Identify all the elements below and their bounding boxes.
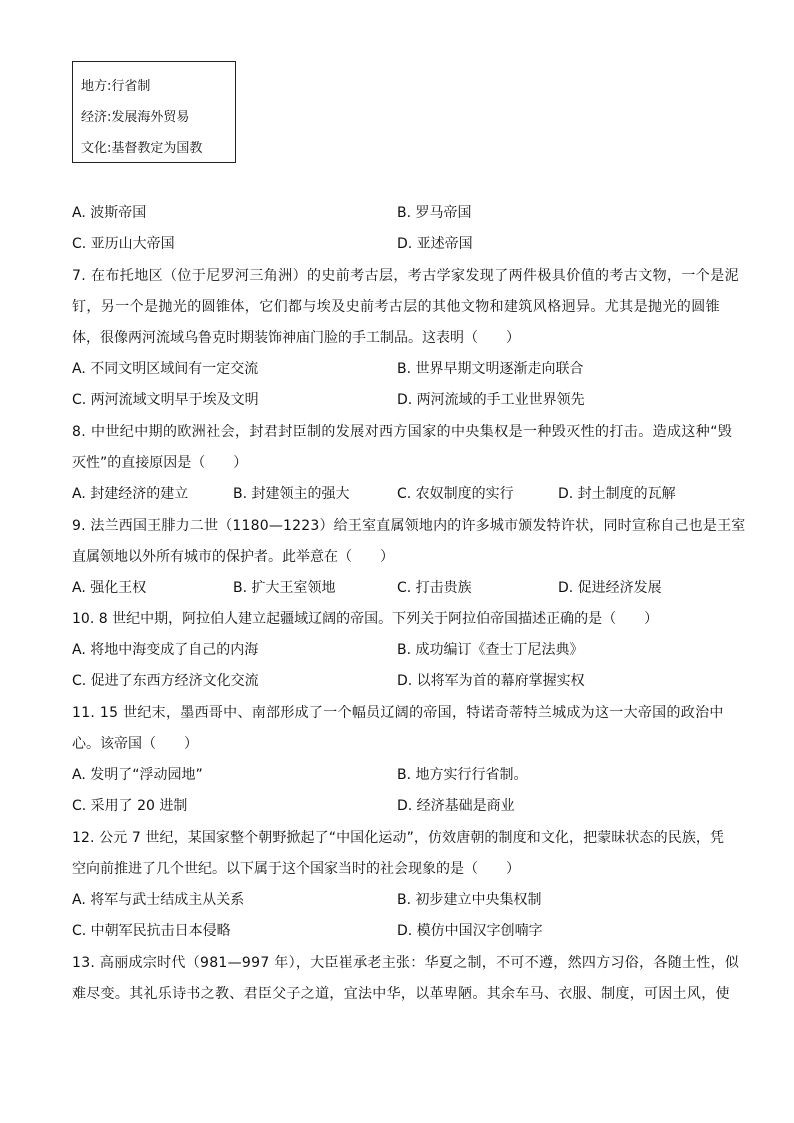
q10-stem-line-1: 10. 8 世纪中期，阿拉伯人建立起疆域辽阔的帝国。下列关于阿拉伯帝国描述正确的是（ ） xyxy=(72,611,659,627)
q10-option-c[interactable]: C. 促进了东西方经济文化交流 xyxy=(72,673,259,689)
q7-option-c[interactable]: C. 两河流域文明早于埃及文明 xyxy=(72,392,259,408)
q7-option-d[interactable]: D. 两河流域的手工业世界领先 xyxy=(397,392,585,408)
q8-option-c[interactable]: C. 农奴制度的实行 xyxy=(397,486,514,502)
q9-option-b[interactable]: B. 扩大王室领地 xyxy=(233,580,336,596)
q11-stem-line-2: 心。该帝国（ ） xyxy=(72,736,198,752)
q13-stem-line-2: 难尽变。其礼乐诗书之教、君臣父子之道，宜法中华，以革卑陋。其余车马、衣服、制度，可因土风，使 xyxy=(72,986,730,1002)
q12-stem-line-1: 12. 公元 7 世纪，某国家整个朝野掀起了“中国化运动”，仿效唐朝的制度和文化，把蒙昧状态的民族，凭 xyxy=(72,830,725,846)
q11-option-d[interactable]: D. 经济基础是商业 xyxy=(397,798,515,814)
q11-option-a[interactable]: A. 发明了“浮动园地” xyxy=(72,767,203,783)
box-line-economy: 经济:发展海外贸易 xyxy=(81,110,190,125)
q13-stem-line-1: 13. 高丽成宗时代（981—997 年），大臣崔承老主张：华夏之制，不可不遵，然四方习俗，各随土性，似 xyxy=(72,955,740,971)
q8-option-d[interactable]: D. 封土制度的瓦解 xyxy=(558,486,676,502)
q7-stem-line-3: 体，很像两河流域乌鲁克时期装饰神庙门脸的手工制品。这表明（ ） xyxy=(72,330,520,346)
q6-option-d[interactable]: D. 亚述帝国 xyxy=(397,236,473,252)
q8-option-a[interactable]: A. 封建经济的建立 xyxy=(72,486,189,502)
q10-option-b[interactable]: B. 成功编订《查士丁尼法典》 xyxy=(397,642,584,658)
q6-option-a[interactable]: A. 波斯帝国 xyxy=(72,205,147,221)
q6-option-b[interactable]: B. 罗马帝国 xyxy=(397,205,472,221)
q9-stem-line-2: 直属领地以外所有城市的保护者。此举意在（ ） xyxy=(72,549,394,565)
q8-stem-line-1: 8. 中世纪中期的欧洲社会，封君封臣制的发展对西方国家的中央集权是一种毁灭性的打击。造成这种“毁 xyxy=(72,424,733,440)
q10-option-a[interactable]: A. 将地中海变成了自己的内海 xyxy=(72,642,259,658)
box-line-culture: 文化:基督教定为国教 xyxy=(81,141,203,156)
q12-option-b[interactable]: B. 初步建立中央集权制 xyxy=(397,892,542,908)
q9-option-c[interactable]: C. 打击贵族 xyxy=(397,580,472,596)
q10-option-d[interactable]: D. 以将军为首的幕府掌握实权 xyxy=(397,673,585,689)
q7-option-a[interactable]: A. 不同文明区域间有一定交流 xyxy=(72,361,259,377)
q7-stem-line-1: 7. 在布托地区（位于尼罗河三角洲）的史前考古层，考古学家发现了两件极具价值的考古文物，一个是泥 xyxy=(72,268,740,284)
q12-option-a[interactable]: A. 将军与武士结成主从关系 xyxy=(72,892,245,908)
q11-option-c[interactable]: C. 采用了 20 进制 xyxy=(72,798,188,814)
q11-stem-line-1: 11. 15 世纪末，墨西哥中、南部形成了一个幅员辽阔的帝国，特诺奇蒂特兰城成为这一大帝国的政治中 xyxy=(72,705,724,721)
q6-option-c[interactable]: C. 亚历山大帝国 xyxy=(72,236,175,252)
q7-option-b[interactable]: B. 世界早期文明逐渐走向联合 xyxy=(397,361,584,377)
info-table-box xyxy=(72,61,236,163)
q8-stem-line-2: 灭性”的直接原因是（ ） xyxy=(72,455,248,471)
q9-option-d[interactable]: D. 促进经济发展 xyxy=(558,580,662,596)
q9-option-a[interactable]: A. 强化王权 xyxy=(72,580,147,596)
box-line-local: 地方:行省制 xyxy=(81,79,151,94)
q12-stem-line-2: 空向前推进了几个世纪。以下属于这个国家当时的社会现象的是（ ） xyxy=(72,861,520,877)
q7-stem-line-2: 钉，另一个是抛光的圆锥体，它们都与埃及史前考古层的其他文物和建筑风格迥异。尤其是抛光的圆锥 xyxy=(72,299,720,315)
q8-option-b[interactable]: B. 封建领主的强大 xyxy=(233,486,350,502)
q9-stem-line-1: 9. 法兰西国王腓力二世（1180—1223）给王室直属领地内的许多城市颁发特许状，同时宣称自己也是王室 xyxy=(72,518,746,534)
q12-option-c[interactable]: C. 中朝军民抗击日本侵略 xyxy=(72,923,231,939)
q11-option-b[interactable]: B. 地方实行行省制。 xyxy=(397,767,528,783)
q12-option-d[interactable]: D. 模仿中国汉字创喃字 xyxy=(397,923,543,939)
